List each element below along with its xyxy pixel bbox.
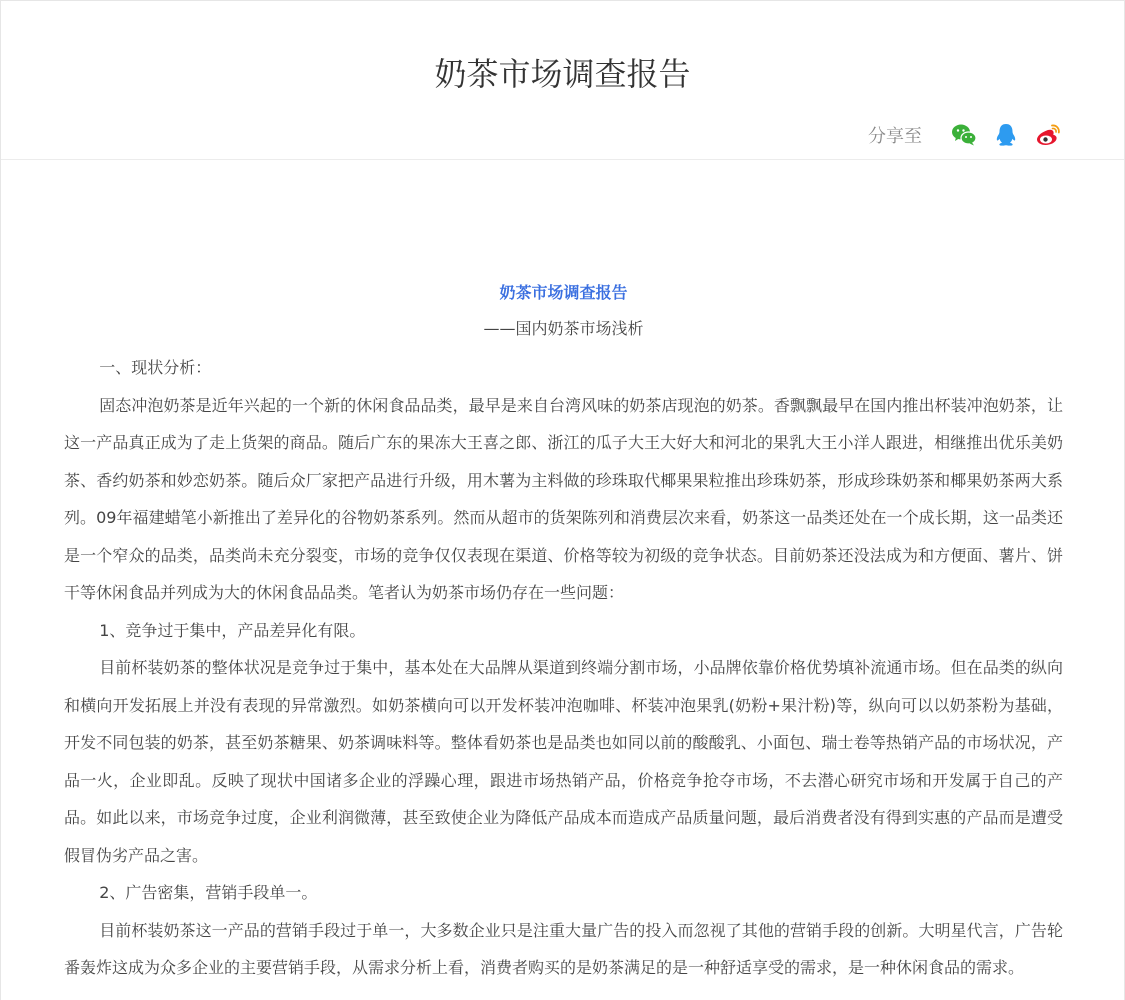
paragraph: 固态冲泡奶茶是近年兴起的一个新的休闲食品品类，最早是来自台湾风味的奶茶店现泡的奶茶。香飘飘最早在国内推出杯装冲泡奶茶，让这一产品真正成为了走上货架的商品。随后广东的果冻大王喜之郎、浙江的瓜子大王大好大和河北的果乳大王小洋人跟进，相继推出优乐美奶茶、香约奶茶和妙恋奶茶。随后众厂家把产品进行升级，用木薯为主料做的珍珠取代椰果果粒推出珍珠奶茶，形成珍珠奶茶和椰果奶茶两大系列。09年福建蜡笔小新推出了差异化的谷物奶茶系列。然而从超市的货架陈列和消费层次来看，奶茶这一品类还处在一个成长期，这一品类还是一个窄众的品类，品类尚未充分裂变，市场的竞争仅仅表现在渠道、价格等较为初级的竞争状态。目前奶茶还没法成为和方便面、薯片、饼干等休闲食品并列成为大的休闲食品品类。笔者认为奶茶市场仍存在一些问题：: [64, 395, 1063, 602]
article-subtitle: ——国内奶茶市场浅析: [483, 319, 644, 338]
article-title: 奶茶市场调查报告: [499, 283, 628, 302]
article-body: [64, 277, 1063, 987]
weibo-icon[interactable]: [1034, 121, 1062, 149]
page-title: 奶茶市场调查报告: [434, 55, 691, 93]
share-label: 分享至: [868, 126, 922, 147]
point-heading: 2、广告密集，营销手段单一。: [99, 883, 318, 902]
section-heading: 一、现状分析：: [99, 358, 212, 377]
share-bar: [868, 119, 1062, 151]
paragraph: 目前杯装奶茶这一产品的营销手段过于单一，大多数企业只是注重大量广告的投入而忽视了其他的营销手段的创新。大明星代言，广告轮番轰炸这成为众多企业的主要营销手段，从需求分析上看，消费者购买的是奶茶满足的是一种舒适享受的需求，是一种休闲食品的需求。: [64, 920, 1063, 977]
paragraph: 目前杯装奶茶的整体状况是竞争过于集中，基本处在大品牌从渠道到终端分割市场，小品牌依靠价格优势填补流通市场。但在品类的纵向和横向开发拓展上并没有表现的异常激烈。如奶茶横向可以开发杯装冲泡咖啡、杯装冲泡果乳(奶粉+果汁粉)等，纵向可以以奶茶粉为基础，开发不同包装的奶茶，甚至奶茶糖果、奶茶调味料等。整体看奶茶也是品类也如同以前的酸酸乳、小面包、瑞士卷等热销产品的市场状况，产品一火，企业即乱。反映了现状中国诸多企业的浮躁心理，跟进市场热销产品，价格竞争抢夺市场，不去潜心研究市场和开发属于自己的产品。如此以来，市场竞争过度，企业利润微薄，甚至致使企业为降低产品成本而造成产品质量问题，最后消费者没有得到实惠的产品而是遭受假冒伪劣产品之害。: [64, 658, 1063, 865]
point-heading: 1、竞争过于集中，产品差异化有限。: [99, 620, 366, 640]
wechat-icon[interactable]: [950, 121, 978, 149]
page-header: [1, 1, 1124, 160]
qq-icon[interactable]: [992, 121, 1020, 149]
